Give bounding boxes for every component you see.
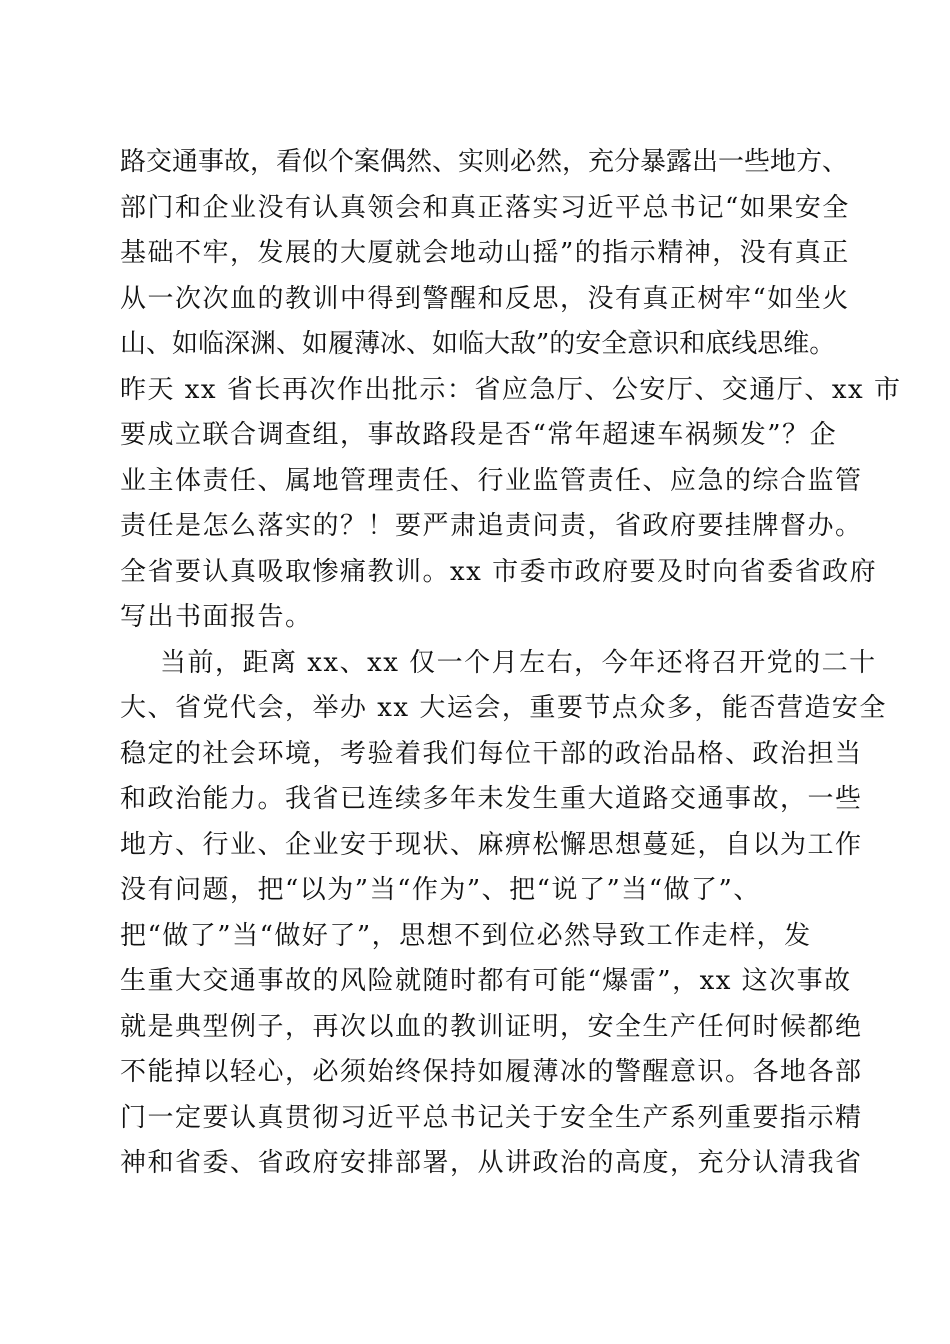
text-line: 不能掉以轻心，必须始终保持如履薄冰的警醒意识。各地各部 xyxy=(120,1057,863,1087)
text-line: 门一定要认真贯彻习近平总书记关于安全生产系列重要指示精 xyxy=(120,1102,863,1133)
text-line: 昨天 xx 省长再次作出批示：省应急厅、公安厅、交通厅、xx 市 xyxy=(120,374,902,405)
text-line: 稳定的社会环境，考验着我们每位干部的政治品格、政治担当 xyxy=(120,738,863,769)
text-line: 要成立联合调查组，事故路段是否“常年超速车祸频发”？企 xyxy=(120,420,838,450)
text-line: 责任是怎么落实的？！要严肃追责问责，省政府要挂牌督办。 xyxy=(120,511,863,541)
text-line: 从一次次血的教训中得到警醒和反思，没有真正树牢“如坐火 xyxy=(120,283,850,314)
text-line: 生重大交通事故的风险就随时都有可能“爆雷”，xx 这次事故 xyxy=(120,966,852,996)
text-line: 写出书面报告。 xyxy=(120,602,313,632)
text-line: 部门和企业没有认真领会和真正落实习近平总书记“如果安全 xyxy=(120,192,850,223)
text-line: 基础不牢，发展的大厦就会地动山摇”的指示精神，没有真正 xyxy=(120,238,850,268)
text-line: 没有问题，把“以为”当“作为”、把“说了”当“做了”、 xyxy=(120,875,761,905)
text-line: 把“做了”当“做好了”，思想不到位必然导致工作走样，发 xyxy=(120,920,812,951)
text-line: 大、省党代会，举办 xx 大运会，重要节点众多，能否营造安全 xyxy=(120,693,887,723)
text-line: 和政治能力。我省已连续多年未发生重大道路交通事故，一些 xyxy=(120,784,863,814)
paragraph-start-line: 当前，距离 xx、xx 仅一个月左右，今年还将召开党的二十 xyxy=(160,647,877,678)
body-text xyxy=(120,140,902,1187)
text-line: 就是典型例子，再次以血的教训证明，安全生产任何时候都绝 xyxy=(120,1011,863,1042)
text-line: 路交通事故，看似个案偶然、实则必然，充分暴露出一些地方、 xyxy=(120,147,849,177)
text-line: 全省要认真吸取惨痛教训。xx 市委市政府要及时向省委省政府 xyxy=(120,556,878,587)
text-line: 业主体责任、属地管理责任、行业监管责任、应急的综合监管 xyxy=(120,465,863,496)
text-line: 神和省委、省政府安排部署，从讲政治的高度，充分认清我省 xyxy=(120,1148,863,1178)
text-line: 山、如临深渊、如履薄冰、如临大敌”的安全意识和底线思维。 xyxy=(120,329,836,359)
text-line: 地方、行业、企业安于现状、麻痹松懈思想蔓延，自以为工作 xyxy=(120,829,863,860)
